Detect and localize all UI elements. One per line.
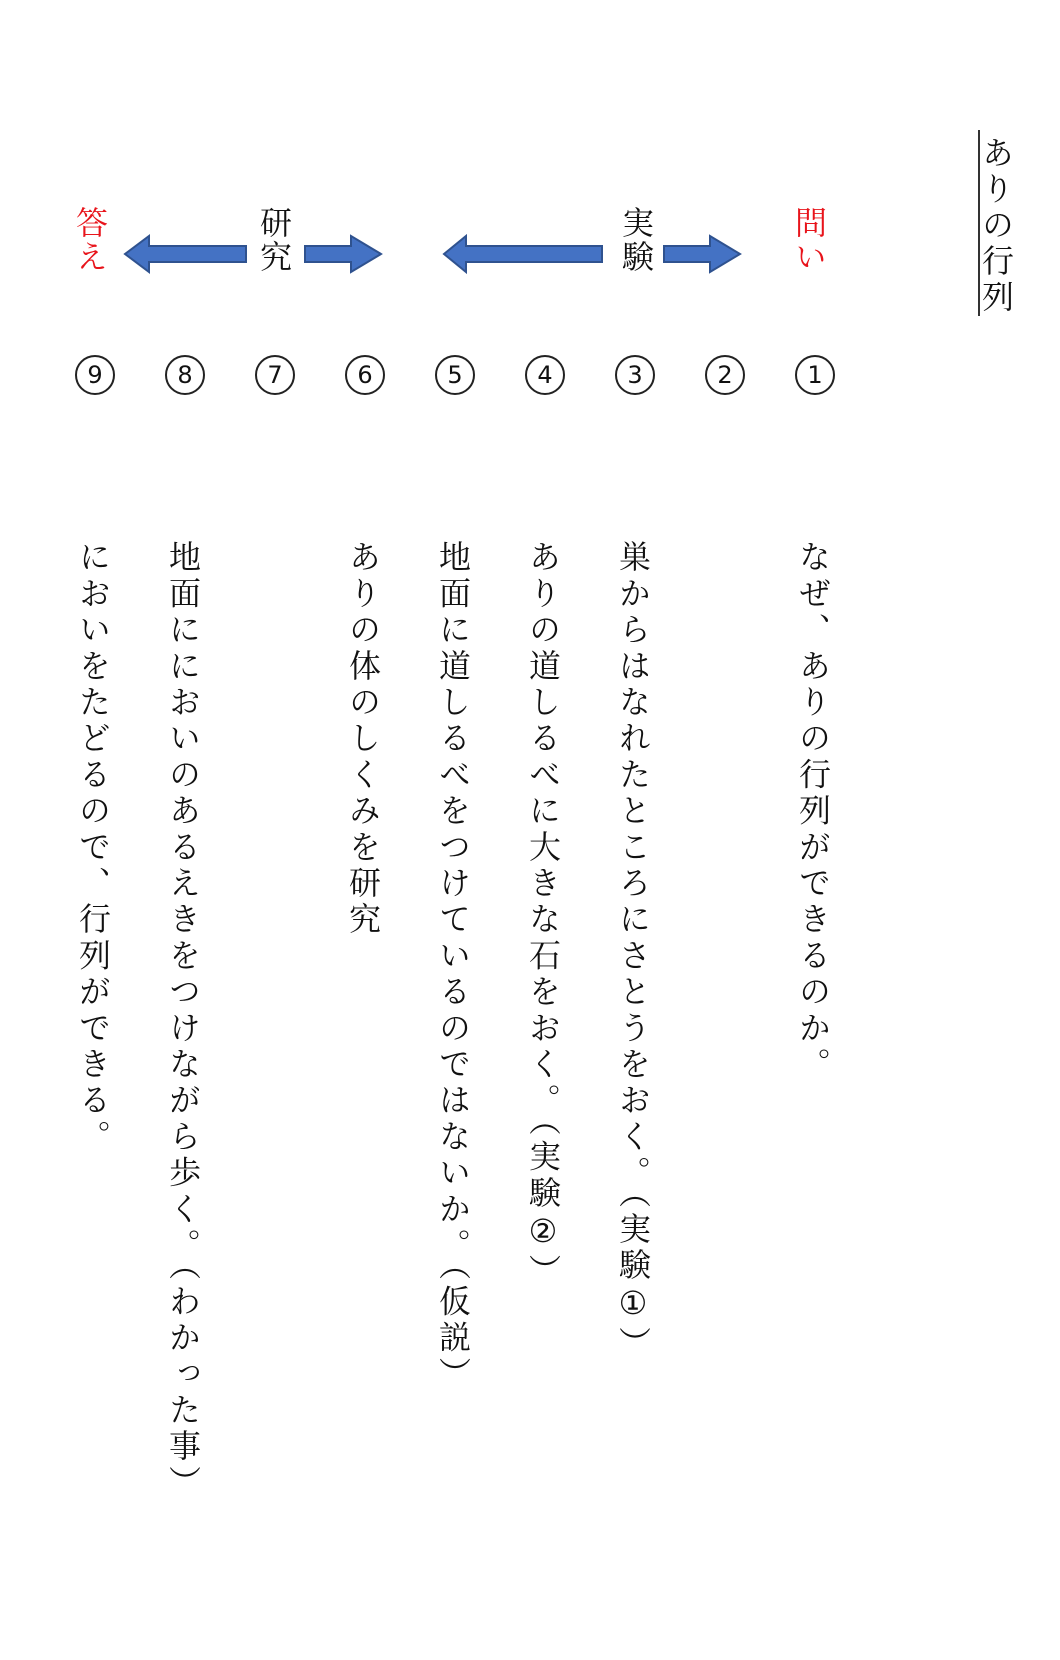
line-5-hypothesis: 地面に道しるべをつけているのではないか。（仮説） <box>434 540 472 1393</box>
line-8-finding: 地面ににおいのあるえきをつけながら歩く。（わかった事） <box>164 540 202 1502</box>
step-number-6: 6 <box>345 355 385 395</box>
step-number-4: 4 <box>525 355 565 395</box>
step-number-7: 7 <box>255 355 295 395</box>
page-title: ありの行列 <box>978 130 1012 316</box>
line-9-answer: においをたどるので、行列ができる。 <box>74 540 112 1156</box>
label-research: 研究 <box>255 206 293 274</box>
step-number-1: 1 <box>795 355 835 395</box>
arrow-research-to-answer <box>123 234 248 274</box>
step-number-9: 9 <box>75 355 115 395</box>
step-number-8: 8 <box>165 355 205 395</box>
step-number-5: 5 <box>435 355 475 395</box>
line-3-experiment-1: 巣からはなれたところにさとうをおく。（実験①） <box>614 540 652 1363</box>
arrow-experiment-to-question <box>662 234 742 274</box>
step-number-3: 3 <box>615 355 655 395</box>
label-question: 問い <box>790 206 828 274</box>
line-4-experiment-2: ありの道しるべに大きな石をおく。（実験②） <box>524 540 562 1291</box>
arrow-research-to-hypothesis <box>303 234 383 274</box>
arrow-experiment-to-hypothesis <box>442 234 604 274</box>
line-6-research: ありの体のしくみを研究 <box>344 540 382 939</box>
label-experiment: 実験 <box>617 206 655 274</box>
step-number-2: 2 <box>705 355 745 395</box>
label-answer: 答え <box>71 206 109 274</box>
line-1-question: なぜ、ありの行列ができるのか。 <box>794 540 832 1083</box>
